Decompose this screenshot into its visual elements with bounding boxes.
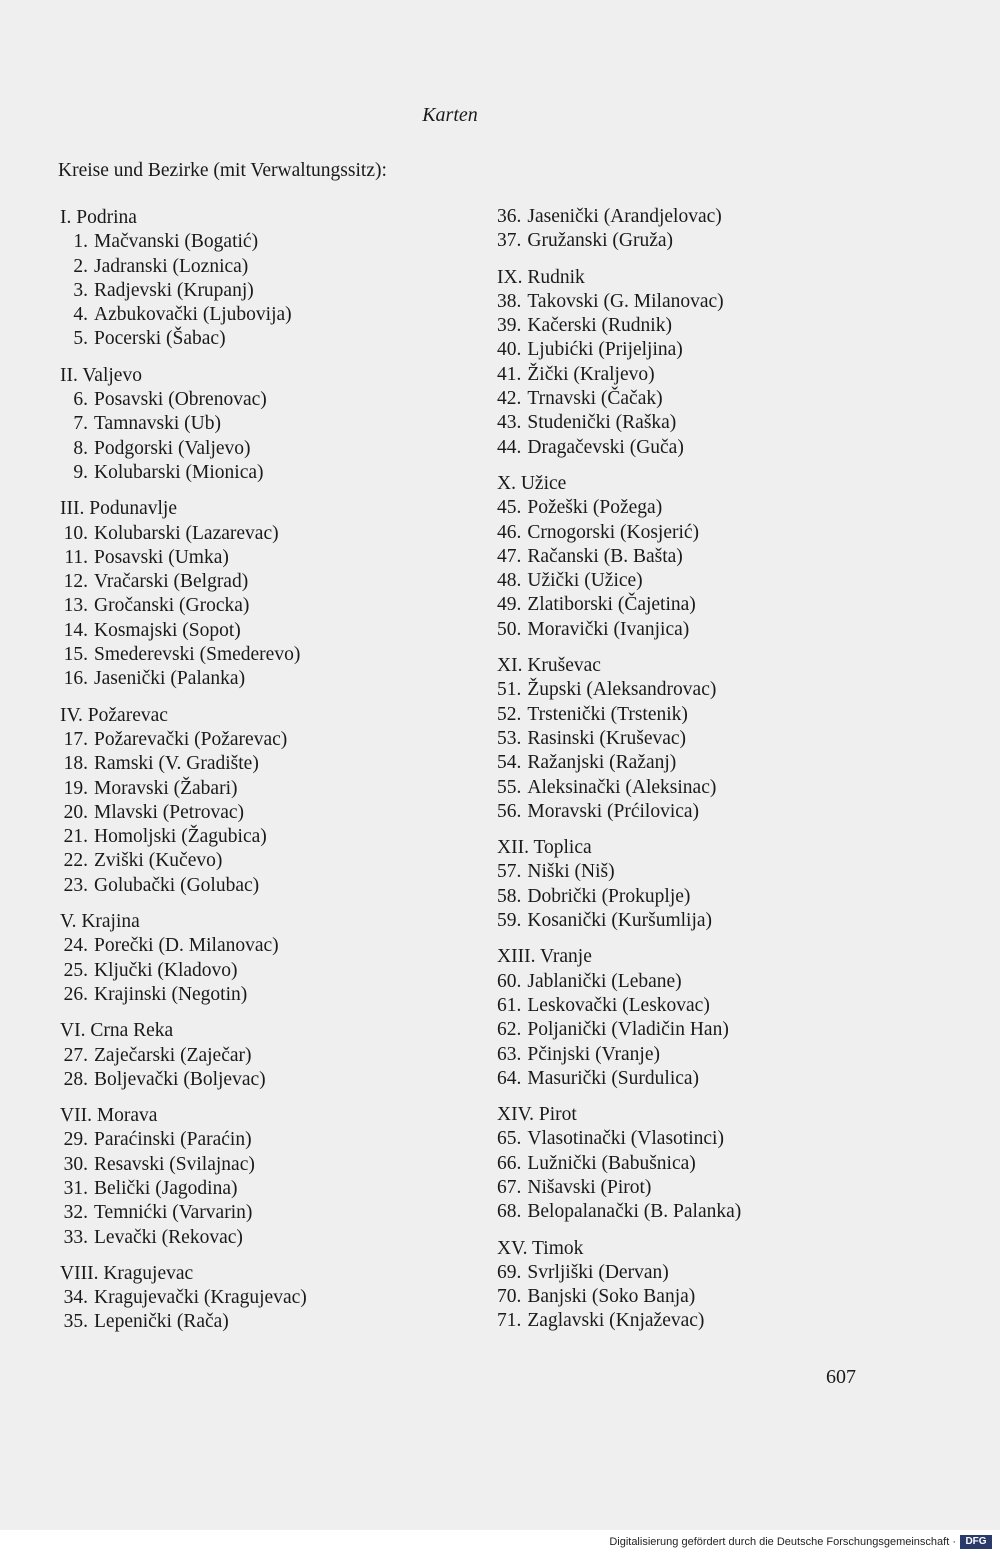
item-number: 8. (73, 437, 88, 459)
item-text: Kolubarski (Mionica) (94, 461, 264, 483)
group-title: XIV. Pirot (497, 1104, 577, 1126)
list-item (497, 970, 897, 994)
district-group (60, 910, 460, 1007)
item-number: 15. (63, 644, 88, 666)
list-item (60, 1044, 460, 1068)
item-text: Takovski (G. Milanovac) (527, 290, 724, 312)
item-text: Jablanički (Lebane) (527, 970, 682, 992)
item-text: Nišavski (Pirot) (527, 1176, 652, 1198)
list-item (60, 594, 460, 618)
item-number: 29. (63, 1129, 88, 1151)
item-number: 6. (73, 389, 88, 411)
list-item (60, 752, 460, 776)
district-group (60, 206, 460, 352)
item-text: Ključki (Kladovo) (94, 959, 238, 981)
item-number: 65. (497, 1128, 522, 1150)
item-number: 24. (63, 935, 88, 957)
list-item (60, 1068, 460, 1092)
item-number: 46. (497, 521, 522, 543)
item-number: 71. (497, 1310, 522, 1332)
item-text: Zviški (Kučevo) (94, 850, 223, 872)
item-number: 51. (497, 679, 522, 701)
group-title: XV. Timok (497, 1237, 584, 1259)
item-text: Užički (Užice) (527, 570, 643, 592)
item-text: Svrljiški (Dervan) (527, 1261, 669, 1283)
group-title: I. Podrina (60, 207, 137, 228)
list-item (60, 667, 460, 691)
district-group (60, 364, 460, 485)
list-item (497, 909, 897, 933)
item-number: 7. (73, 413, 88, 435)
group-title: VIII. Kragujevac (60, 1262, 194, 1284)
list-item (497, 1018, 897, 1042)
item-text: Poljanički (Vladičin Han) (527, 1019, 729, 1041)
item-number: 55. (497, 776, 522, 798)
list-item (497, 994, 897, 1018)
list-item (497, 338, 897, 362)
item-number: 33. (63, 1226, 88, 1248)
dfg-logo-icon: DFG (960, 1535, 992, 1549)
item-text: Lepenički (Rača) (94, 1311, 229, 1333)
district-group (497, 945, 897, 1091)
group-title: VI. Crna Reka (60, 1020, 174, 1042)
item-text: Kačerski (Rudnik) (527, 315, 672, 337)
item-text: Jadranski (Loznica) (94, 255, 249, 277)
group-title: IV. Požarevac (60, 704, 168, 726)
list-item (497, 496, 897, 520)
district-group (497, 266, 897, 460)
item-number: 48. (497, 570, 522, 592)
funding-notice: Digitalisierung gefördert durch die Deutsche Forschungsgemeinschaft · (609, 1536, 956, 1548)
item-text: Moravski (Žabari) (94, 777, 238, 799)
list-item (497, 800, 897, 824)
item-text: Ramski (V. Gradište) (94, 753, 259, 775)
item-number: 4. (73, 304, 88, 326)
list-item (60, 959, 460, 983)
item-text: Niški (Niš) (527, 861, 615, 883)
item-number: 16. (63, 668, 88, 690)
district-group (60, 497, 460, 691)
item-number: 14. (63, 619, 88, 641)
item-number: 2. (73, 255, 88, 277)
item-text: Trstenički (Trstenik) (527, 703, 688, 725)
item-number: 37. (497, 230, 522, 252)
list-intro: Kreise und Bezirke (mit Verwaltungssitz): (58, 160, 387, 181)
item-text: Aleksinački (Aleksinac) (527, 776, 717, 798)
district-group (497, 472, 897, 642)
list-item (60, 230, 460, 254)
list-item (497, 363, 897, 387)
list-item (60, 983, 460, 1007)
item-text: Crnogorski (Kosjerić) (527, 521, 700, 543)
item-text: Jasenički (Arandjelovac) (527, 206, 722, 227)
list-item (60, 825, 460, 849)
item-text: Pocerski (Šabac) (94, 328, 226, 350)
item-number: 19. (63, 777, 88, 799)
list-item (60, 777, 460, 801)
list-item (497, 1127, 897, 1151)
list-item (497, 860, 897, 884)
district-group (497, 205, 897, 254)
list-item (60, 728, 460, 752)
item-text: Vlasotinački (Vlasotinci) (527, 1128, 724, 1150)
item-text: Moravički (Ivanjica) (527, 618, 690, 640)
item-number: 35. (63, 1311, 88, 1333)
item-text: Gročanski (Grocka) (94, 595, 250, 617)
item-text: Homoljski (Žagubica) (94, 826, 267, 848)
item-text: Tamnavski (Ub) (94, 413, 221, 435)
item-number: 42. (497, 388, 522, 410)
item-text: Mačvanski (Bogatić) (94, 231, 259, 253)
item-text: Račanski (B. Bašta) (527, 545, 683, 567)
item-text: Gružanski (Gruža) (527, 230, 674, 252)
item-number: 67. (497, 1176, 522, 1198)
item-number: 27. (63, 1044, 88, 1066)
item-number: 49. (497, 594, 522, 616)
list-item (497, 618, 897, 642)
item-text: Požeški (Požega) (527, 497, 663, 519)
item-text: Golubački (Golubac) (94, 874, 260, 896)
list-item (60, 1128, 460, 1152)
item-number: 54. (497, 752, 522, 774)
item-number: 53. (497, 727, 522, 749)
list-item (60, 934, 460, 958)
item-text: Žički (Kraljevo) (527, 363, 655, 385)
district-group (497, 1237, 897, 1334)
list-item (60, 1153, 460, 1177)
item-number: 50. (497, 618, 522, 640)
item-text: Dobrički (Prokuplje) (527, 885, 691, 907)
item-text: Posavski (Umka) (94, 546, 229, 568)
group-title: IX. Rudnik (497, 266, 585, 288)
list-item (497, 521, 897, 545)
item-number: 5. (73, 328, 88, 350)
item-number: 45. (497, 497, 522, 519)
item-text: Temnićki (Varvarin) (94, 1202, 253, 1224)
group-title: III. Podunavlje (60, 498, 177, 520)
item-number: 63. (497, 1043, 522, 1065)
item-number: 17. (63, 728, 88, 750)
list-item (60, 546, 460, 570)
item-text: Jasenički (Palanka) (94, 668, 246, 690)
list-item (497, 1309, 897, 1333)
district-group (60, 1104, 460, 1250)
item-number: 25. (63, 959, 88, 981)
list-item (497, 593, 897, 617)
item-text: Mlavski (Petrovac) (94, 801, 245, 823)
item-text: Župski (Aleksandrovac) (527, 679, 717, 701)
item-text: Azbukovački (Ljubovija) (94, 304, 292, 326)
item-number: 47. (497, 545, 522, 567)
item-number: 26. (63, 983, 88, 1005)
list-item (497, 290, 897, 314)
list-item (60, 643, 460, 667)
footer-bar (0, 1530, 1000, 1555)
list-item (60, 570, 460, 594)
item-number: 59. (497, 910, 522, 932)
list-item (497, 751, 897, 775)
item-text: Radjevski (Krupanj) (94, 279, 254, 301)
item-text: Masurički (Surdulica) (527, 1067, 700, 1089)
item-number: 11. (64, 546, 88, 568)
list-item (497, 411, 897, 435)
item-number: 68. (497, 1201, 522, 1223)
item-text: Porečki (D. Milanovac) (94, 935, 279, 957)
item-text: Paraćinski (Paraćin) (94, 1129, 252, 1151)
item-number: 52. (497, 703, 522, 725)
item-number: 40. (497, 339, 522, 361)
item-number: 70. (497, 1286, 522, 1308)
item-text: Ražanjski (Ražanj) (527, 752, 677, 774)
list-item (497, 1152, 897, 1176)
item-text: Kragujevački (Kragujevac) (94, 1287, 307, 1309)
item-text: Banjski (Soko Banja) (527, 1286, 696, 1308)
item-number: 39. (497, 315, 522, 337)
list-item (497, 776, 897, 800)
group-title: II. Valjevo (60, 364, 142, 386)
item-number: 12. (63, 571, 88, 593)
item-text: Studenički (Raška) (527, 412, 677, 434)
item-number: 18. (63, 753, 88, 775)
district-group (497, 1103, 897, 1224)
list-item (497, 1043, 897, 1067)
district-group (60, 704, 460, 898)
group-title: XI. Kruševac (497, 655, 601, 677)
right-column (497, 205, 897, 1346)
list-item (497, 436, 897, 460)
item-number: 31. (63, 1177, 88, 1199)
item-number: 32. (63, 1202, 88, 1224)
item-number: 58. (497, 885, 522, 907)
list-item (497, 229, 897, 253)
item-number: 64. (497, 1067, 522, 1089)
item-number: 41. (497, 363, 522, 385)
item-text: Smederevski (Smederevo) (94, 644, 301, 666)
item-number: 9. (73, 461, 88, 483)
list-item (60, 461, 460, 485)
group-title: VII. Morava (60, 1105, 158, 1127)
item-number: 34. (63, 1287, 88, 1309)
list-item (60, 522, 460, 546)
group-title: XII. Toplica (497, 837, 592, 859)
item-number: 60. (497, 970, 522, 992)
group-title: XIII. Vranje (497, 946, 592, 968)
item-text: Vračarski (Belgrad) (94, 571, 249, 593)
list-item (60, 255, 460, 279)
item-text: Belički (Jagodina) (94, 1177, 238, 1199)
list-item (60, 327, 460, 351)
list-item (497, 1067, 897, 1091)
item-number: 69. (497, 1261, 522, 1283)
item-text: Dragačevski (Guča) (527, 436, 684, 458)
item-text: Zlatiborski (Čajetina) (527, 594, 696, 616)
district-group (60, 1019, 460, 1092)
item-text: Krajinski (Negotin) (94, 983, 248, 1005)
page-number: 607 (826, 1366, 856, 1388)
list-item (60, 1201, 460, 1225)
item-number: 28. (63, 1068, 88, 1090)
item-number: 61. (497, 994, 522, 1016)
item-text: Lužnički (Babušnica) (527, 1152, 696, 1174)
list-item (60, 437, 460, 461)
list-item (497, 1176, 897, 1200)
item-number: 20. (63, 801, 88, 823)
item-text: Leskovački (Leskovac) (527, 994, 710, 1016)
list-item (60, 1226, 460, 1250)
item-number: 1. (73, 231, 88, 253)
group-title: X. Užice (497, 472, 567, 494)
item-number: 38. (497, 290, 522, 312)
item-text: Kolubarski (Lazarevac) (94, 522, 279, 544)
item-number: 23. (63, 874, 88, 896)
list-item (497, 727, 897, 751)
list-item (60, 279, 460, 303)
district-group (497, 654, 897, 824)
item-number: 13. (63, 595, 88, 617)
left-column (60, 206, 460, 1347)
list-item (60, 1286, 460, 1310)
item-text: Kosmajski (Sopot) (94, 619, 241, 641)
list-item (497, 1285, 897, 1309)
item-text: Resavski (Svilajnac) (94, 1153, 255, 1175)
item-number: 62. (497, 1019, 522, 1041)
item-text: Zaglavski (Knjaževac) (527, 1310, 705, 1332)
item-number: 66. (497, 1152, 522, 1174)
item-number: 43. (497, 412, 522, 434)
list-item (60, 388, 460, 412)
item-text: Podgorski (Valjevo) (94, 437, 251, 459)
item-text: Belopalanački (B. Palanka) (527, 1201, 742, 1223)
item-number: 57. (497, 861, 522, 883)
list-item (497, 678, 897, 702)
list-item (60, 1177, 460, 1201)
list-item (60, 412, 460, 436)
list-item (60, 801, 460, 825)
list-item (497, 205, 897, 229)
item-number: 44. (497, 436, 522, 458)
list-item (60, 849, 460, 873)
district-group (497, 836, 897, 933)
list-item (497, 703, 897, 727)
item-number: 3. (73, 279, 88, 301)
item-number: 56. (497, 800, 522, 822)
item-text: Zaječarski (Zaječar) (94, 1044, 252, 1066)
item-text: Pčinjski (Vranje) (527, 1043, 660, 1065)
list-item (497, 545, 897, 569)
item-number: 22. (63, 850, 88, 872)
list-item (497, 569, 897, 593)
item-number: 36. (497, 206, 522, 227)
item-number: 30. (63, 1153, 88, 1175)
group-title: V. Krajina (60, 911, 140, 933)
list-item (497, 885, 897, 909)
list-item (60, 619, 460, 643)
item-text: Posavski (Obrenovac) (94, 389, 267, 411)
item-number: 10. (63, 522, 88, 544)
running-head: Karten (422, 104, 478, 126)
list-item (60, 1310, 460, 1334)
list-item (497, 1200, 897, 1224)
item-text: Kosanički (Kuršumlija) (527, 910, 713, 932)
district-group (60, 1262, 460, 1335)
list-item (497, 314, 897, 338)
item-text: Trnavski (Čačak) (527, 388, 663, 410)
item-text: Rasinski (Kruševac) (527, 727, 687, 749)
list-item (60, 303, 460, 327)
list-item (60, 874, 460, 898)
item-text: Moravski (Prćilovica) (527, 800, 700, 822)
item-text: Požarevački (Požarevac) (94, 728, 288, 750)
item-text: Ljubićki (Prijeljina) (527, 339, 683, 361)
item-text: Boljevački (Boljevac) (94, 1068, 266, 1090)
list-item (497, 1261, 897, 1285)
item-number: 21. (63, 826, 88, 848)
item-text: Levački (Rekovac) (94, 1226, 243, 1248)
list-item (497, 387, 897, 411)
